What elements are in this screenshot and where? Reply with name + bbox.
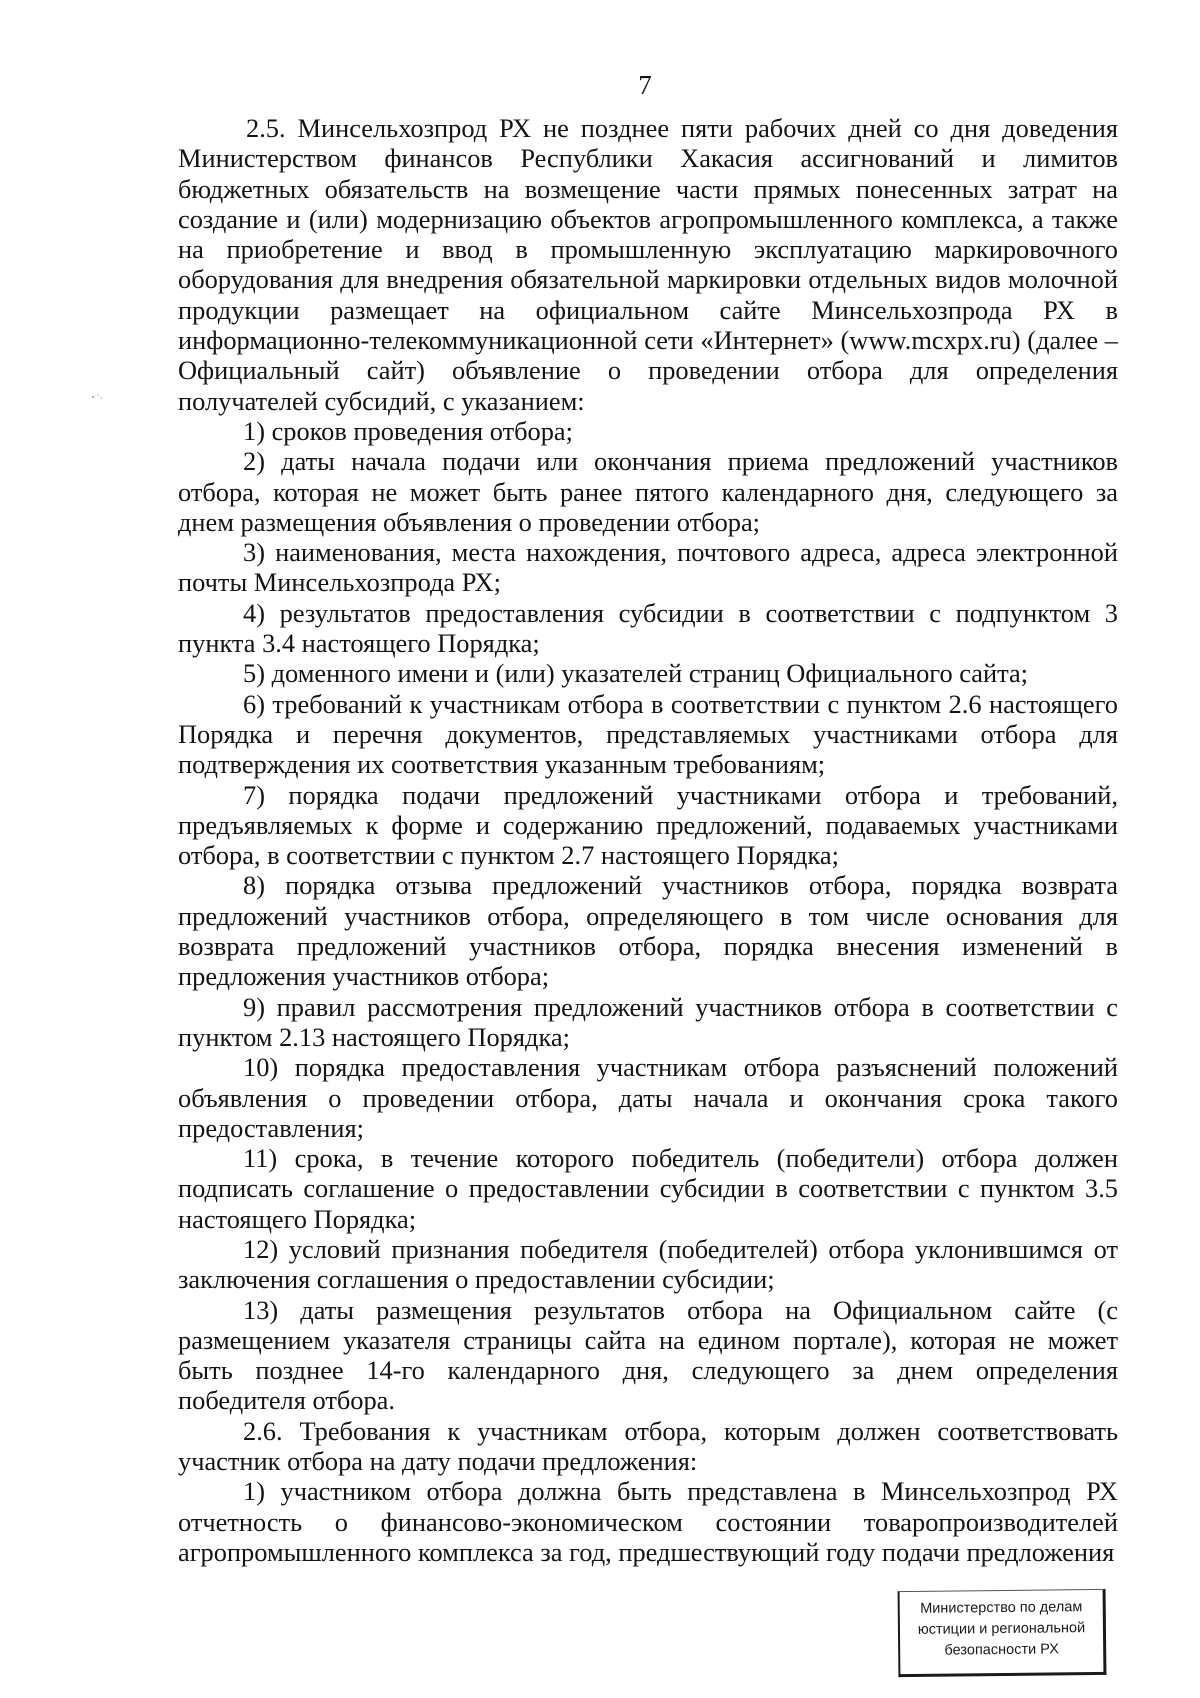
scan-artifact xyxy=(90,392,104,400)
list-item-8: 8) порядка отзыва предложений участников отбора, порядка возврата предложений участников отбора, определяющего в том числе основания для возврата предложений участников отбора, порядка внесения изменений в предложения участников отбора; xyxy=(178,870,1118,992)
paragraph-2-5: 2.5. Минсельхозпрод РХ не позднее пяти рабочих дней со дня доведения Министерством финансов Республики Хакасия ассигнований и лимитов бюджетных обязательств на возмещение части прямых понесенных затрат на создание и (или) модернизацию объектов агропромышленного комплекса, а также на приобретение и ввод в промышленную эксплуатацию маркировочного оборудования для внедрения обязательной маркировки отдельных видов молочной продукции размещает на официальном сайте Минсельхозпрода РХ в информационно-телекоммуникационной сети «Интернет» (www.mcxpx.ru) (далее – Официальный сайт) объявление о проведении отбора для определения получателей субсидий, с указанием: xyxy=(178,113,1118,416)
list-item-6: 6) требований к участникам отбора в соответствии с пунктом 2.6 настоящего Порядка и перечня документов, представляемых участниками отбора для подтверждения их соответствия указанным требованиям; xyxy=(178,688,1118,780)
list-item-1: 1) сроков проведения отбора; xyxy=(243,415,573,446)
document-body xyxy=(178,113,1118,1567)
list-item-7: 7) порядка подачи предложений участниками отбора и требований, предъявляемых к форме и содержанию предложений, подаваемых участниками отбора, в соответствии с пунктом 2.7 настоящего Порядка; xyxy=(178,779,1118,871)
stamp-line-2: юстиции и региональной xyxy=(917,1620,1086,1638)
page-number: 7 xyxy=(638,70,652,100)
list-item-3: 3) наименования, места нахождения, почтового адреса, адреса электронной почты Минсельхозпрода РХ; xyxy=(178,537,1118,598)
list-item-5: 5) доменного имени и (или) указателей страниц Официального сайта; xyxy=(243,658,1029,689)
requirement-item-1: 1) участником отбора должна быть представлена в Минсельхозпрод РХ отчетность о финансово-экономическом состоянии товаропроизводителей агропромышленного комплекса за год, предшествующий году подачи предложения xyxy=(178,1476,1118,1567)
stamp-line-1: Министерство по делам xyxy=(920,1599,1083,1617)
stamp-line-3: безопасности РХ xyxy=(944,1641,1059,1659)
list-item-4: 4) результатов предоставления субсидии в соответствии с подпунктом 3 пункта 3.4 настоящего Порядка; xyxy=(178,597,1118,659)
list-item-9: 9) правил рассмотрения предложений участников отбора в соответствии с пунктом 2.13 настоящего Порядка; xyxy=(178,991,1118,1052)
list-item-12: 12) условий признания победителя (победителей) отбора уклонившимся от заключения соглашения о предоставлении субсидии; xyxy=(178,1233,1118,1295)
list-item-2: 2) даты начала подачи или окончания приема предложений участников отбора, которая не может быть ранее пятого календарного дня, следующего за днем размещения объявления о проведении отбора; xyxy=(178,446,1118,537)
list-item-13: 13) даты размещения результатов отбора на Официальном сайте (с размещением указателя страницы сайта на едином портале), которая не может быть позднее 14-го календарного дня, следующего за днем определения победителя отбора. xyxy=(178,1294,1118,1416)
ministry-stamp xyxy=(898,1589,1107,1677)
list-item-11: 11) срока, в течение которого победитель (победители) отбора должен подписать соглашение о предоставлении субсидии в соответствии с пунктом 3.5 настоящего Порядка; xyxy=(178,1143,1118,1234)
list-item-10: 10) порядка предоставления участникам отбора разъяснений положений объявления о проведении отбора, даты начала и окончания срока такого предоставления; xyxy=(178,1052,1118,1143)
paragraph-2-6: 2.6. Требования к участникам отбора, которым должен соответствовать участник отбора на дату подачи предложения: xyxy=(178,1415,1118,1477)
